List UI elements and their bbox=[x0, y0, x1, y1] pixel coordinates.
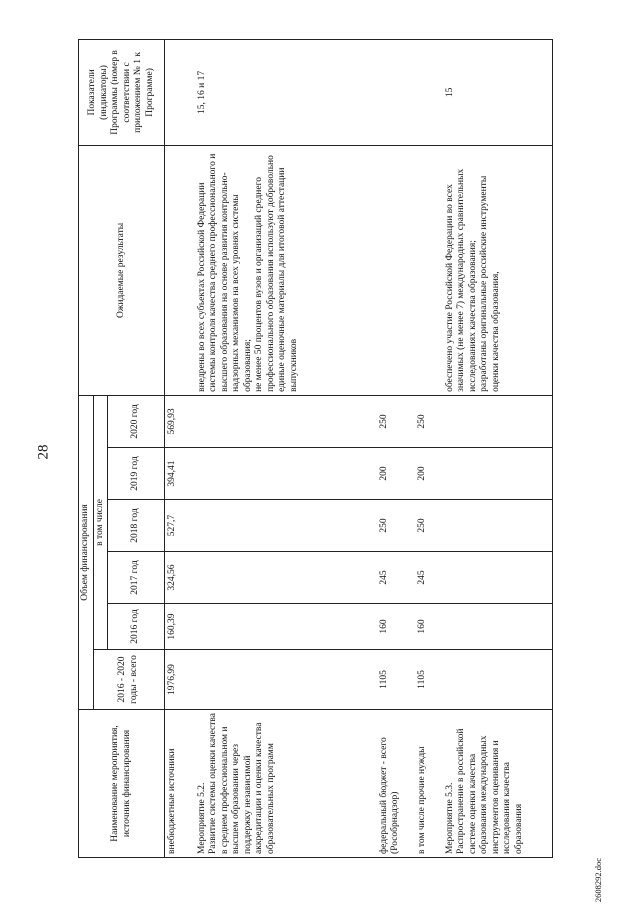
row-2017 bbox=[443, 552, 553, 604]
row-indicators bbox=[377, 39, 415, 145]
row-2017 bbox=[195, 552, 377, 604]
row-results bbox=[415, 145, 443, 395]
table-row bbox=[443, 39, 553, 857]
row-2016 bbox=[195, 604, 377, 650]
header-results: Ожидаемые результаты bbox=[79, 145, 165, 395]
row-name: внебюджетные источники bbox=[165, 710, 195, 858]
page-number: 28 bbox=[35, 444, 52, 460]
row-name: федеральный бюджет - всего (Рособрнадзор) bbox=[377, 710, 415, 858]
row-indicators bbox=[415, 39, 443, 145]
header-name: Наименование мероприятия, источник финансирования bbox=[79, 710, 165, 858]
row-2018: 527,7 bbox=[165, 500, 195, 552]
table-row bbox=[195, 39, 377, 857]
row-total bbox=[195, 650, 377, 710]
header-total: 2016 - 2020 годы - всего bbox=[93, 650, 165, 710]
row-2019: 394,41 bbox=[165, 448, 195, 500]
row-2017: 245 bbox=[415, 552, 443, 604]
row-total: 1105 bbox=[377, 650, 415, 710]
header-year-2017: 2017 год bbox=[108, 552, 165, 604]
row-2020: 250 bbox=[377, 395, 415, 447]
row-2020: 569,93 bbox=[165, 395, 195, 447]
table-header bbox=[79, 39, 165, 857]
table-row bbox=[165, 39, 195, 857]
row-2018: 250 bbox=[415, 500, 443, 552]
row-2019 bbox=[195, 448, 377, 500]
row-2020 bbox=[443, 395, 553, 447]
program-funding-table bbox=[78, 39, 553, 858]
header-year-2020: 2020 год bbox=[108, 395, 165, 447]
row-2020 bbox=[195, 395, 377, 447]
document-code: 2608292.doc bbox=[593, 857, 603, 903]
header-year-2019: 2019 год bbox=[108, 448, 165, 500]
row-results: внедрены во всех субъектах Российской Федерации системы контроля качества среднего профессионального и высшего образования на основе развития контрольно-надзорных механизмов на всех уровнях системы образования; не менее 50 процентов вузов и организаций среднего профессионального образования используют добровольно единые оценочные материалы для итоговой аттестации выпускников bbox=[195, 145, 377, 395]
row-2016: 160 bbox=[377, 604, 415, 650]
row-results bbox=[165, 145, 195, 395]
row-2016: 160 bbox=[415, 604, 443, 650]
row-indicators: 15 bbox=[443, 39, 553, 145]
row-2018: 250 bbox=[377, 500, 415, 552]
header-year-2016: 2016 год bbox=[108, 604, 165, 650]
header-indicators: Показатели (индикаторы) Программы (номер в соответствии с приложением № 1 к Программе) bbox=[79, 39, 165, 145]
row-2020: 250 bbox=[415, 395, 443, 447]
row-name: Мероприятие 5.3. Распространение в российской системе оценки качества образования международных инструментов оценивания и исследования качества образования bbox=[443, 710, 553, 858]
row-total: 1976,99 bbox=[165, 650, 195, 710]
row-2019: 200 bbox=[415, 448, 443, 500]
row-name: Мероприятие 5.2. Развитие системы оценки качества в среднем профессиональном и высшем образовании через поддержку независимой аккредитации и оценки качества образовательных программ bbox=[195, 710, 377, 858]
table-row bbox=[415, 39, 443, 857]
row-2017: 245 bbox=[377, 552, 415, 604]
row-results: обеспечено участие Российской Федерации во всех значимых (не менее 7) международных сравнительных исследованиях качества образования; разработаны оригинальные российские инструменты оценки качества образования, bbox=[443, 145, 553, 395]
header-year-2018: 2018 год bbox=[108, 500, 165, 552]
row-total bbox=[443, 650, 553, 710]
rotated-table-container bbox=[78, 40, 584, 858]
row-2019: 200 bbox=[377, 448, 415, 500]
row-indicators: 15, 16 и 17 bbox=[195, 39, 377, 145]
header-funding: Объем финансирования bbox=[79, 395, 94, 709]
row-2016: 160,39 bbox=[165, 604, 195, 650]
row-2018 bbox=[443, 500, 553, 552]
header-including: в том числе bbox=[93, 395, 108, 649]
row-results bbox=[377, 145, 415, 395]
row-total: 1105 bbox=[415, 650, 443, 710]
row-2019 bbox=[443, 448, 553, 500]
row-2017: 324,56 bbox=[165, 552, 195, 604]
row-indicators bbox=[165, 39, 195, 145]
table-row bbox=[377, 39, 415, 857]
table-body bbox=[165, 39, 553, 857]
row-2018 bbox=[195, 500, 377, 552]
row-2016 bbox=[443, 604, 553, 650]
row-name: в том числе прочие нужды bbox=[415, 710, 443, 858]
